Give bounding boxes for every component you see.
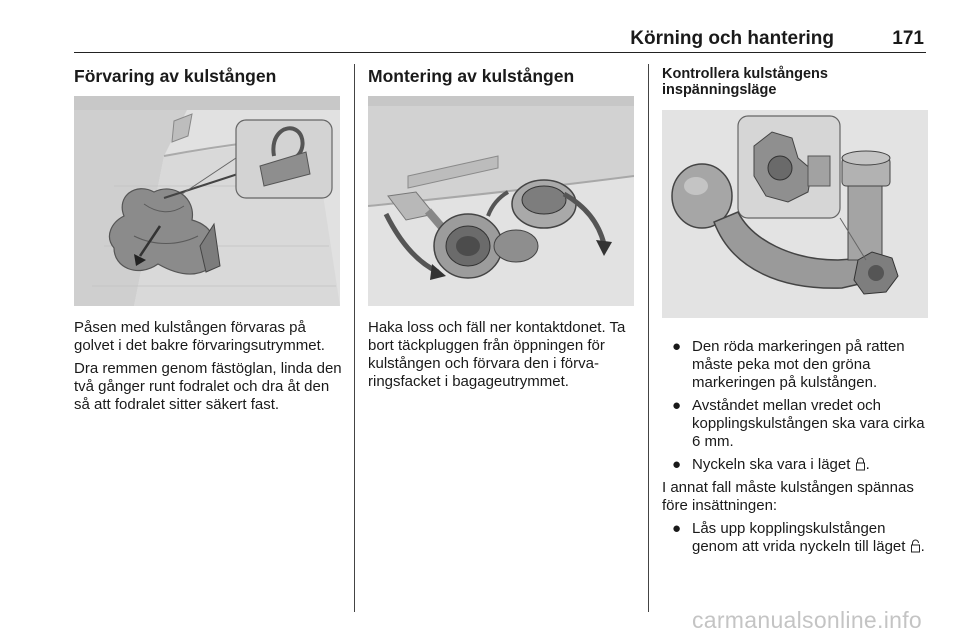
bullet-suffix: . xyxy=(865,456,870,473)
bullet-text: Avståndet mellan vredet och kopplingskulstången ska vara cirka 6 mm. xyxy=(692,397,925,450)
figure-ball-bar-storage xyxy=(74,96,340,306)
check-list xyxy=(662,338,928,474)
bullet-text: Nyckeln ska vara i läget xyxy=(692,456,851,473)
column-check-position xyxy=(662,66,928,556)
list-item: ● Den röda markeringen på ratten måste peka mot den gröna markeringen på kulstången. xyxy=(672,338,905,391)
section-title: Körning och hantering xyxy=(630,28,834,49)
page-header xyxy=(74,26,926,53)
lock-open-icon xyxy=(910,539,921,553)
heading-storage: Förvaring av kulstången xyxy=(74,66,277,86)
bullet-text: Lås upp kopplingskulstången genom att vrida nyckeln till läget xyxy=(692,520,906,555)
column-divider xyxy=(648,64,649,612)
figure-ball-bar xyxy=(662,110,928,318)
lock-closed-icon xyxy=(855,457,866,471)
heading-check-position: Kontrollera kulstångens inspänningsläge xyxy=(662,66,828,98)
list-item: ● Nyckeln ska vara i läget . xyxy=(672,456,870,473)
watermark: carmanualsonline.info xyxy=(691,607,922,633)
storage-text-2: Dra remmen genom fästöglan, linda den två gånger runt fodralet och dra åt den så att fodralet sitter säkert fast. xyxy=(74,360,342,413)
unlock-list xyxy=(662,520,928,556)
list-item: ● Avståndet mellan vredet och kopplingskulstången ska vara cirka 6 mm. xyxy=(672,397,925,450)
list-item: ● Lås upp kopplingskulstången genom att vrida nyckeln till läget . xyxy=(672,520,925,555)
storage-text-1: Påsen med kulstången förvaras på golvet i det bakre förvaringsutrymmet. xyxy=(74,319,325,354)
column-mounting xyxy=(368,66,638,391)
check-paragraph: I annat fall måste kulstången spännas före insättningen: xyxy=(662,479,914,514)
column-divider xyxy=(354,64,355,612)
bullet-suffix: . xyxy=(920,538,925,555)
column-storage xyxy=(74,66,344,414)
mounting-text: Haka loss och fäll ner kontaktdonet. Ta bort täckpluggen från öppningen för kulstången och förvara den i förva-ringsfacket i bagageutrymmet. xyxy=(368,319,626,390)
page-number: 171 xyxy=(892,28,924,49)
heading-mounting: Montering av kulstången xyxy=(368,66,575,86)
figure-mounting xyxy=(368,96,634,306)
bullet-text: Den röda markeringen på ratten måste peka mot den gröna markeringen på kulstången. xyxy=(692,338,905,391)
